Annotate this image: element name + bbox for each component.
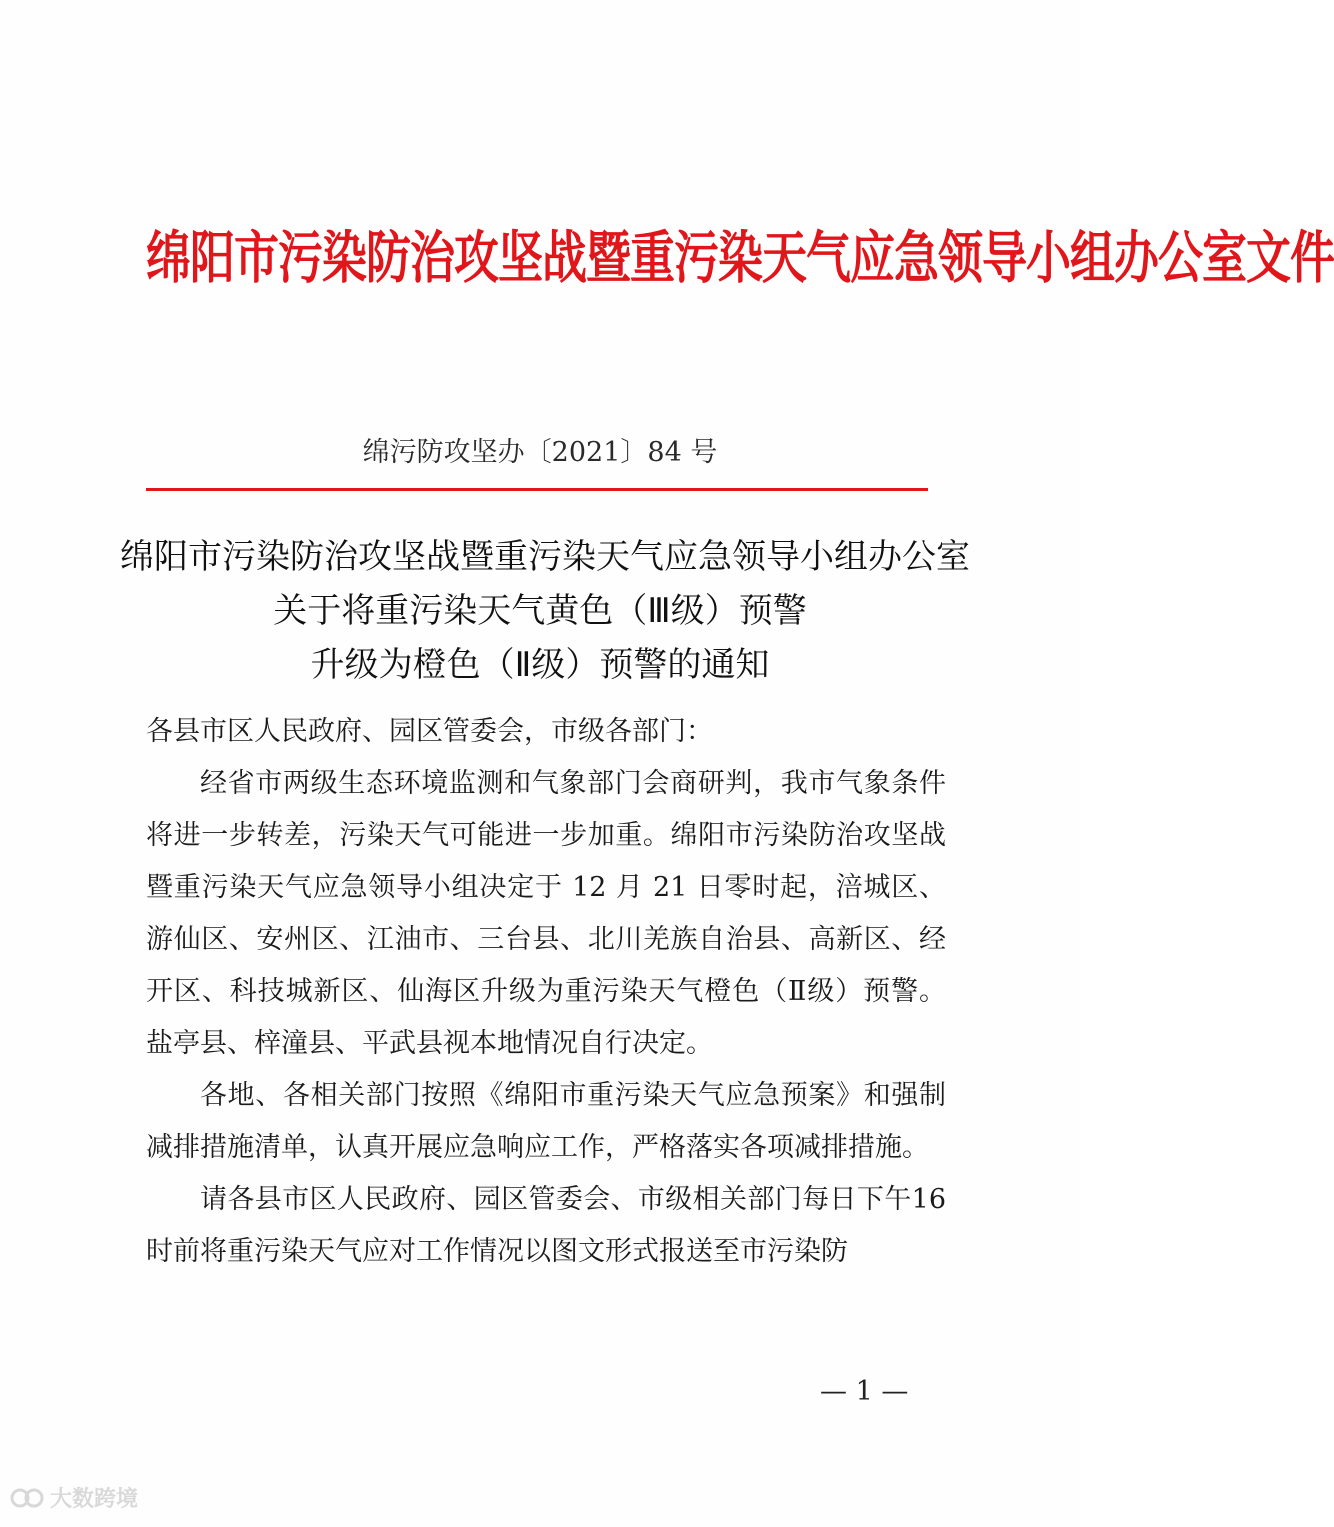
notice-title	[120, 530, 970, 692]
notice-title-line-3: 升级为橙色（Ⅱ级）预警的通知	[310, 645, 770, 685]
notice-title-line-1: 绵阳市污染防治攻坚战暨重污染天气应急领导小组办公室	[120, 537, 970, 577]
addressee-line: 各县市区人民政府、园区管委会，市级各部门：	[146, 716, 713, 747]
notice-title-line-2: 关于将重污染天气黄色（Ⅲ级）预警	[273, 591, 807, 631]
watermark	[10, 1482, 138, 1513]
page-number: — 1 —	[820, 1376, 909, 1407]
body-paragraph-3: 请各县市区人民政府、园区管委会、市级相关部门每日下午16 时前将重污染天气应对工作情况以图文形式报送至市污染防	[146, 1184, 946, 1267]
body-paragraph-2: 各地、各相关部门按照《绵阳市重污染天气应急预案》和强制减排措施清单，认真开展应急响应工作，严格落实各项减排措施。	[146, 1080, 946, 1163]
body-paragraph-1: 经省市两级生态环境监测和气象部门会商研判，我市气象条件将进一步转差，污染天气可能进一步加重。绵阳市污染防治攻坚战暨重污染天气应急领导小组决定于 12 月 21 日零时起，涪城区、游仙区、安州区、江油市、三台县、北川羌族自治县、高新区、经开区、科技城新区、仙海区升级为重污染天气橙色（Ⅱ级）预警。盐亭县、梓潼县、平武县视本地情况自行决定。	[146, 768, 946, 1059]
red-divider-line	[146, 488, 928, 491]
document-number: 绵污防攻坚办〔2021〕84 号	[362, 437, 718, 468]
brand-logo-icon	[10, 1486, 46, 1510]
watermark-text: 大数跨境	[50, 1487, 139, 1512]
document-header-title: 绵阳市污染防治攻坚战暨重污染天气应急领导小组办公室文件	[146, 224, 1334, 291]
document-body	[146, 706, 946, 1278]
